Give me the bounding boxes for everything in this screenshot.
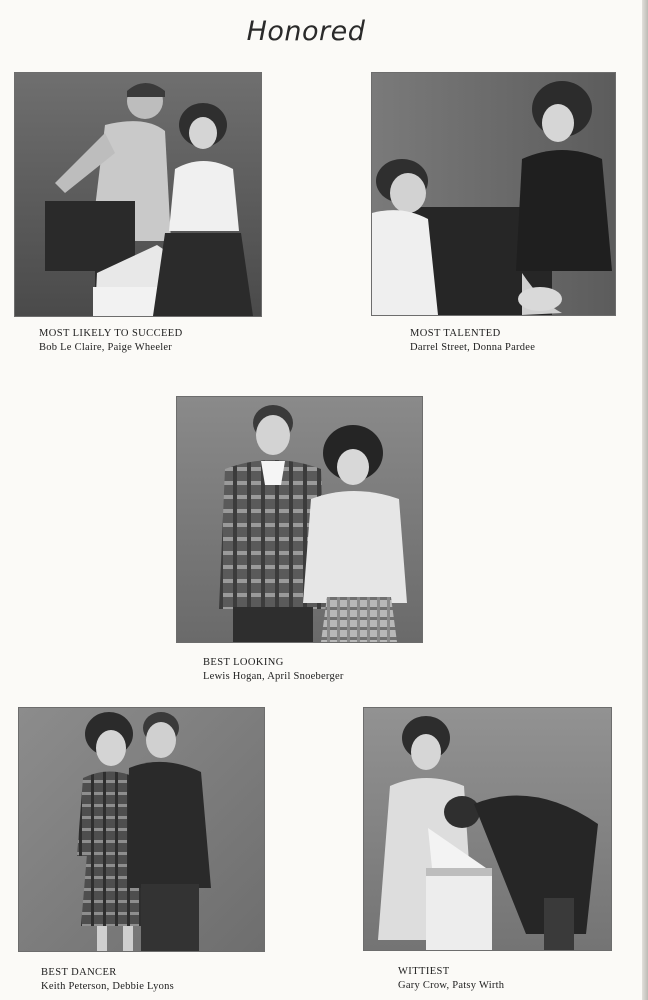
award-title: BEST LOOKING <box>203 657 284 668</box>
award-title: BEST DANCER <box>41 967 117 978</box>
photo-most-talented <box>371 72 616 316</box>
award-title: MOST TALENTED <box>410 328 501 339</box>
photo-most-likely-to-succeed <box>14 72 262 317</box>
award-title: MOST LIKELY TO SUCCEED <box>39 328 183 339</box>
photo-wittiest <box>363 707 612 951</box>
caption-best-dancer <box>41 966 174 994</box>
award-names: Bob Le Claire, Paige Wheeler <box>39 342 173 354</box>
page-edge <box>642 0 648 1000</box>
caption-wittiest <box>398 965 504 993</box>
award-names: Keith Peterson, Debbie Lyons <box>41 981 174 993</box>
caption-most-likely-to-succeed <box>39 327 183 355</box>
photo-best-looking <box>176 396 423 643</box>
award-names: Gary Crow, Patsy Wirth <box>398 980 505 992</box>
award-title: WITTIEST <box>398 966 450 977</box>
caption-best-looking <box>203 656 344 684</box>
photo-best-dancer <box>18 707 265 952</box>
caption-most-talented <box>410 327 535 355</box>
award-names: Lewis Hogan, April Snoeberger <box>203 671 344 683</box>
page-title: Honored <box>246 16 366 47</box>
award-names: Darrel Street, Donna Pardee <box>410 342 536 354</box>
